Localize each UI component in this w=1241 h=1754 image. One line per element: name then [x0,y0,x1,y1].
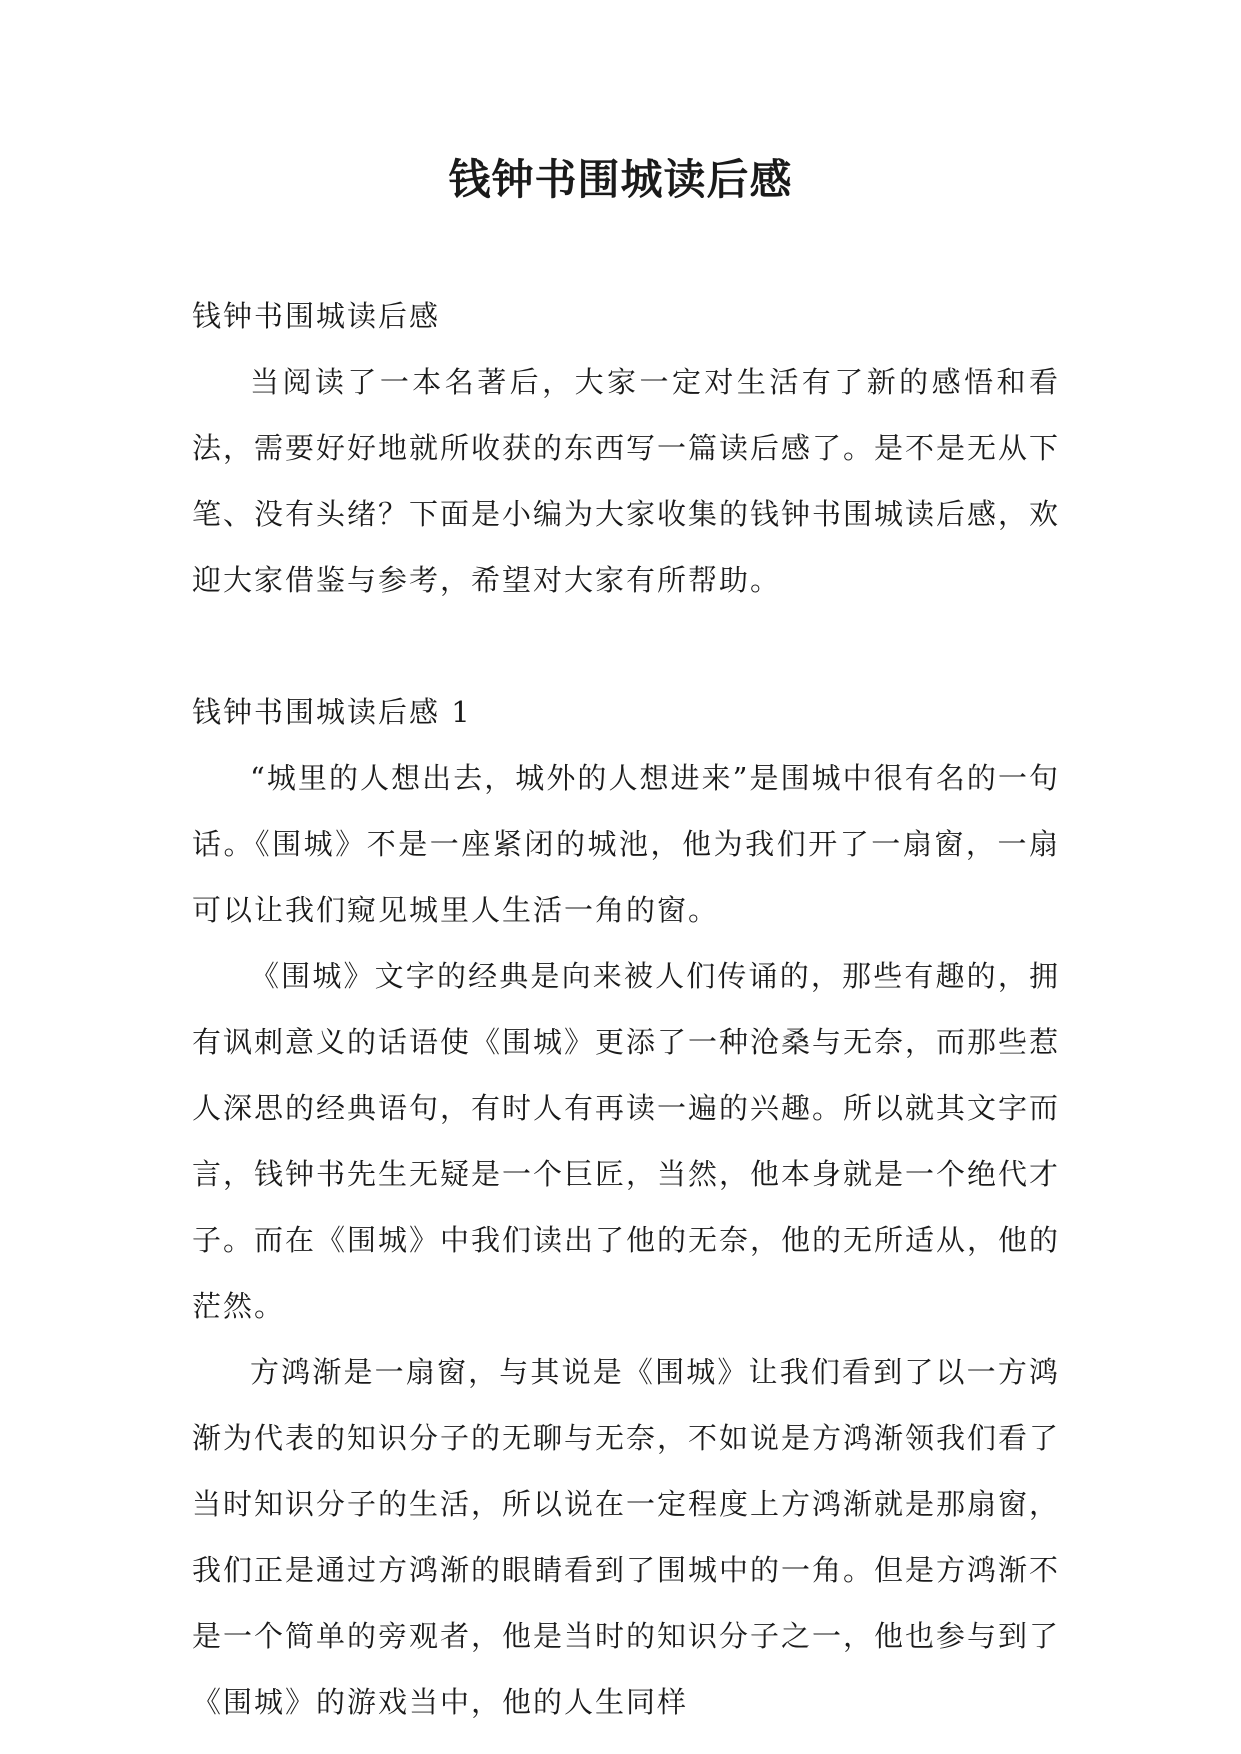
section-heading: 钱钟书围城读后感 1 [192,695,472,729]
document-body [192,283,1060,1735]
body-paragraph: 方鸿渐是一扇窗，与其说是《围城》让我们看到了以一方鸿渐为代表的知识分子的无聊与无奈，不如说是方鸿渐领我们看了当时知识分子的生活，所以说在一定程度上方鸿渐就是那扇窗，我们正是通过方鸿渐的眼睛看到了围城中的一角。但是方鸿渐不是一个简单的旁观者，他是当时的知识分子之一，他也参与到了《围城》的游戏当中，他的人生同样 [192,1355,1061,1719]
body-paragraph: 《围城》文字的经典是向来被人们传诵的，那些有趣的，拥有讽刺意义的话语使《围城》更添了一种沧桑与无奈，而那些惹人深思的经典语句，有时人有再读一遍的兴趣。所以就其文字而言，钱钟书先生无疑是一个巨匠，当然，他本身就是一个绝代才子。而在《围城》中我们读出了他的无奈，他的无所适从，他的茫然。 [192,959,1061,1323]
intro-heading: 钱钟书围城读后感 [192,299,441,333]
intro-paragraph: 当阅读了一本名著后，大家一定对生活有了新的感悟和看法，需要好好地就所收获的东西写一篇读后感了。是不是无从下笔、没有头绪？下面是小编为大家收集的钱钟书围城读后感，欢迎大家借鉴与参考，希望对大家有所帮助。 [192,365,1061,597]
section-spacer [192,613,1060,679]
document-title: 钱钟书围城读后感 [448,155,793,204]
body-paragraph: “城里的人想出去，城外的人想进来”是围城中很有名的一句话。《围城》不是一座紧闭的城池，他为我们开了一扇窗，一扇可以让我们窥见城里人生活一角的窗。 [192,761,1060,927]
